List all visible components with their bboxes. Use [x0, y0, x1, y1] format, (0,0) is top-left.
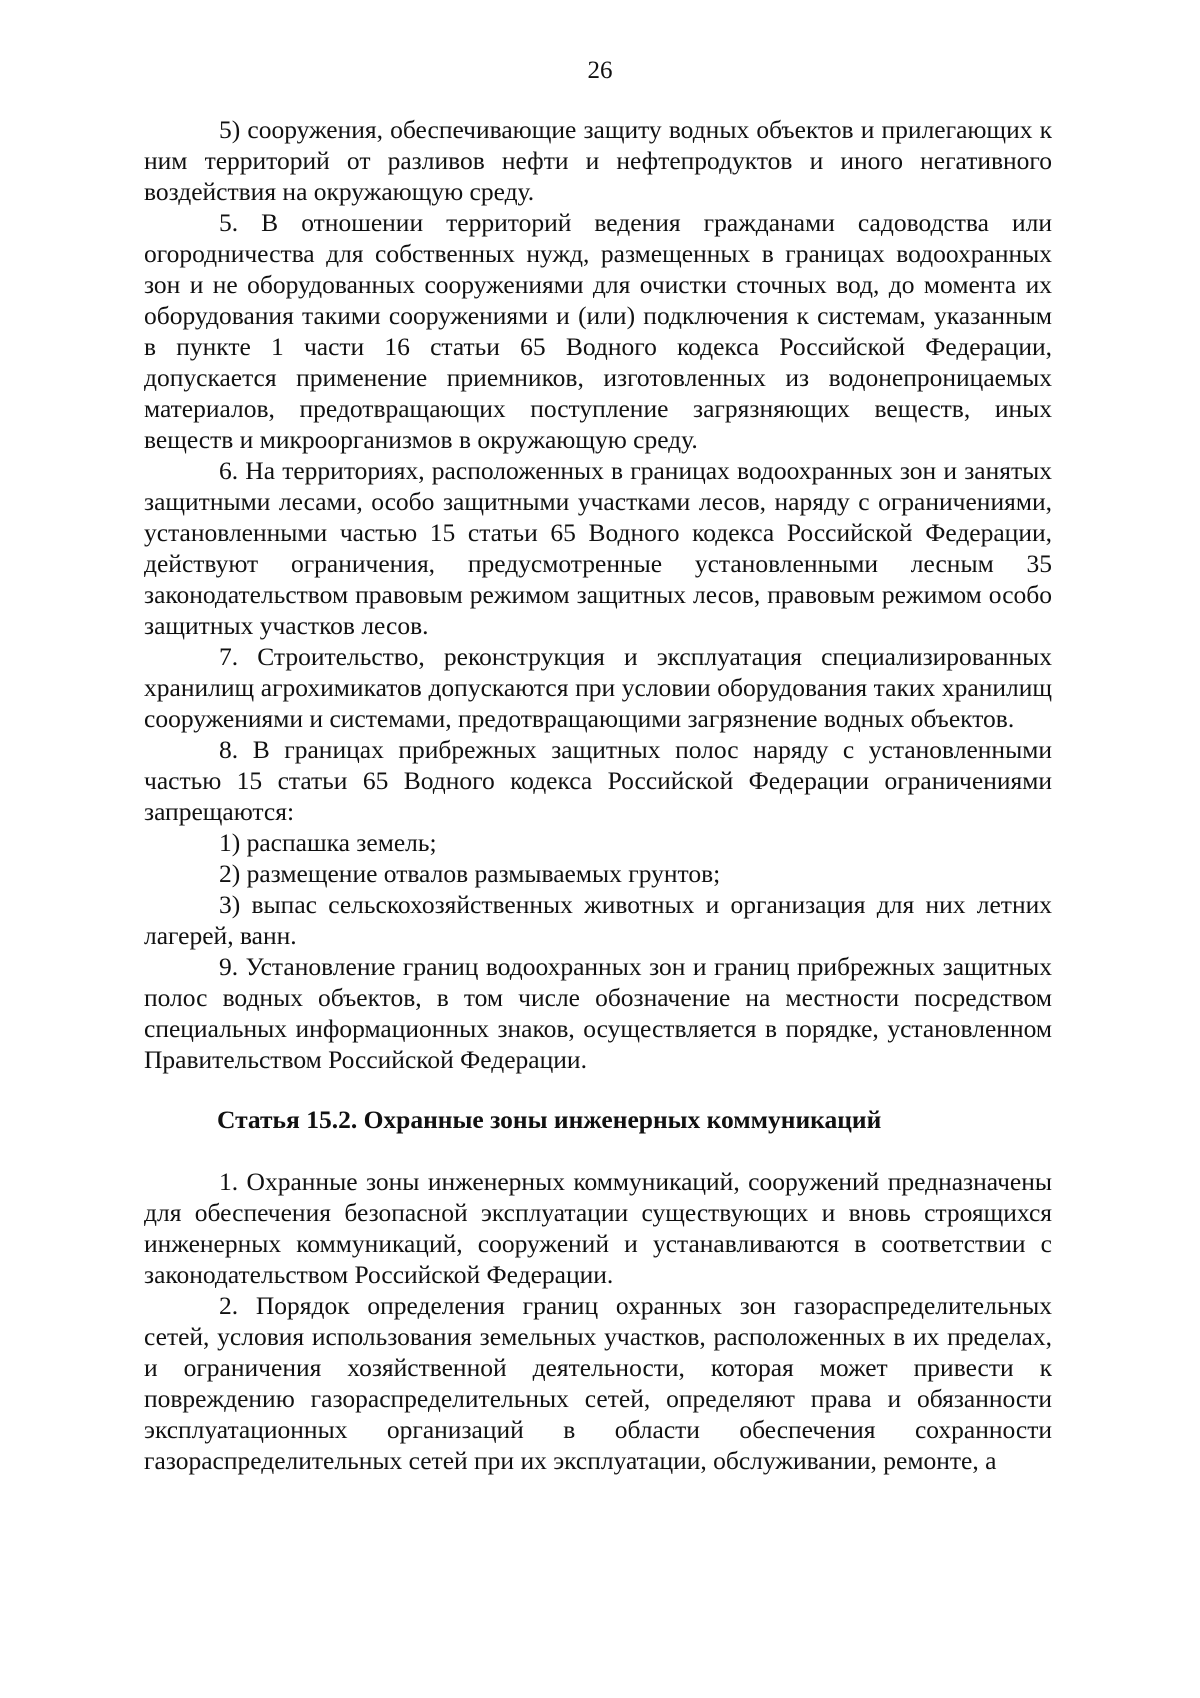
page-number: 26 [587, 57, 613, 84]
list-item-3-grazing: 3) выпас сельскохозяйственных животных и организация для них летних лагерей, ванн. [144, 890, 1052, 950]
paragraph-6-protective-forests: 6. На территориях, расположенных в границах водоохранных зон и занятых защитными лесами, особо защитными участками лесов, наряду с ограничениями, установленными частью 15 статьи 65 Водного кодекса Российской Федерации, действуют ограничения, предусмотренные установленными лесным 35 законодательством правовым режимом защитных лесов, правовым режимом особо защитных участков лесов. [144, 456, 1052, 640]
paragraph-7-agrochemical-storage: 7. Строительство, реконструкция и эксплуатация специализированных хранилищ агрохимикатов допускаются при условии оборудования таких хранилищ сооружениями и системами, предотвращающими загрязнение водных объектов. [144, 642, 1052, 733]
paragraph-5-gardening-territories: 5. В отношении территорий ведения гражданами садоводства или огородничества для собственных нужд, размещенных в границах водоохранных зон и не оборудованных сооружениями для очистки сточных вод, до момента их оборудования такими сооружениями и (или) подключения к системам, указанным в пункте 1 части 16 статьи 65 Водного кодекса Российской Федерации, допускается применение приемников, изготовленных из водонепроницаемых материалов, предотвращающих поступление загрязняющих веществ, иных веществ и микроорганизмов в окружающую среду. [144, 208, 1052, 454]
list-item-2-dumps: 2) размещение отвалов размываемых грунтов; [219, 859, 721, 888]
article-heading: Статья 15.2. Охранные зоны инженерных коммуникаций [217, 1105, 882, 1134]
paragraph-2-gas-networks: 2. Порядок определения границ охранных зон газораспределительных сетей, условия использования земельных участков, расположенных в их пределах, и ограничения хозяйственной деятельности, которая может привести к повреждению газораспределительных сетей, определяют права и обязанности эксплуатационных организаций в области обеспечения сохранности газораспределительных сетей при их эксплуатации, обслуживании, ремонте, а [144, 1291, 1052, 1475]
paragraph-8-coastal-strips: 8. В границах прибрежных защитных полос наряду с установленными частью 15 статьи 65 Водного кодекса Российской Федерации ограничениями запрещаются: [144, 735, 1052, 826]
list-item-1-plowing: 1) распашка земель; [219, 828, 437, 857]
paragraph-1-utility-zones: 1. Охранные зоны инженерных коммуникаций, сооружений предназначены для обеспечения безопасной эксплуатации существующих и вновь строящихся инженерных коммуникаций, сооружений и устанавливаются в соответствии с законодательством Российской Федерации. [144, 1167, 1052, 1289]
paragraph-item-5-structures: 5) сооружения, обеспечивающие защиту водных объектов и прилегающих к ним территорий от разливов нефти и нефтепродуктов и иного негативного воздействия на окружающую среду. [144, 115, 1052, 206]
document-body [144, 114, 1052, 1476]
paragraph-9-boundaries: 9. Установление границ водоохранных зон и границ прибрежных защитных полос водных объектов, в том числе обозначение на местности посредством специальных информационных знаков, осуществляется в порядке, установленном Правительством Российской Федерации. [144, 952, 1052, 1074]
